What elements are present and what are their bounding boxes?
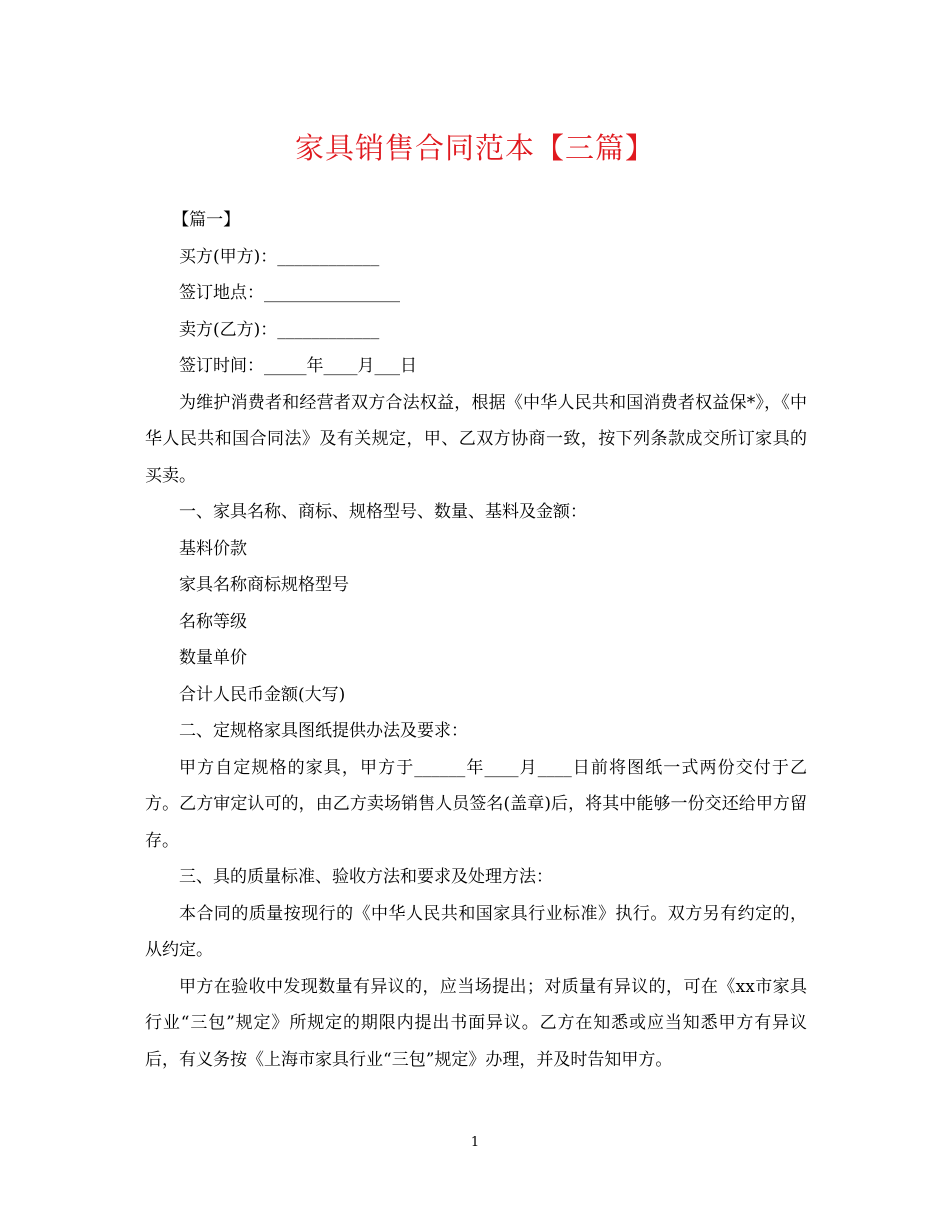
document-body [145,202,807,1078]
clause-3-heading: 三、具的质量标准、验收方法和要求及处理方法： [179,867,553,887]
seller-line: 卖方(乙方)：____________ [179,319,380,340]
buyer-line: 买方(甲方)：____________ [179,246,380,267]
list-item: 家具名称商标规格型号 [179,575,349,595]
section-heading: 【篇一】 [172,210,241,230]
signing-date-line: 签订时间：_____年____月___日 [179,356,417,376]
signing-place-line: 签订地点：________________ [179,283,400,303]
list-item: 基料价款 [179,538,247,559]
clause-3-paragraph: 本合同的质量按现行的《中华人民共和国家具行业标准》执行。双方另有约定的，从约定。 [145,903,807,960]
document-title: 家具销售合同范本【三篇】 [294,131,655,165]
clause-1-heading: 一、家具名称、商标、规格型号、数量、基料及金额： [179,502,587,522]
clause-2-heading: 二、定规格家具图纸提供办法及要求： [179,721,468,741]
clause-2-paragraph: 甲方自定规格的家具，甲方于______年____月____日前将图纸一式两份交付于乙方。乙方审定认可的，由乙方卖场销售人员签名(盖章)后，将其中能够一份交还给甲方留存。 [145,757,807,851]
list-item: 合计人民币金额(大写) [179,684,346,705]
preamble-paragraph: 为维护消费者和经营者双方合法权益，根据《中华人民共和国消费者权益保*》，《中华人民共和国合同法》及有关规定，甲、乙双方协商一致，按下列条款成交所订家具的买卖。 [145,392,807,486]
list-item: 名称等级 [179,611,247,632]
list-item: 数量单价 [179,648,247,668]
clause-3-paragraph: 甲方在验收中发现数量有异议的，应当场提出；对质量有异议的，可在《xx市家具行业“三包”规定》所规定的期限内提出书面异议。乙方在知悉或应当知悉甲方有异议后，有义务按《上海市家具行业“三包”规定》办理，并及时告知甲方。 [145,976,807,1070]
page-number: 1 [470,1135,480,1150]
